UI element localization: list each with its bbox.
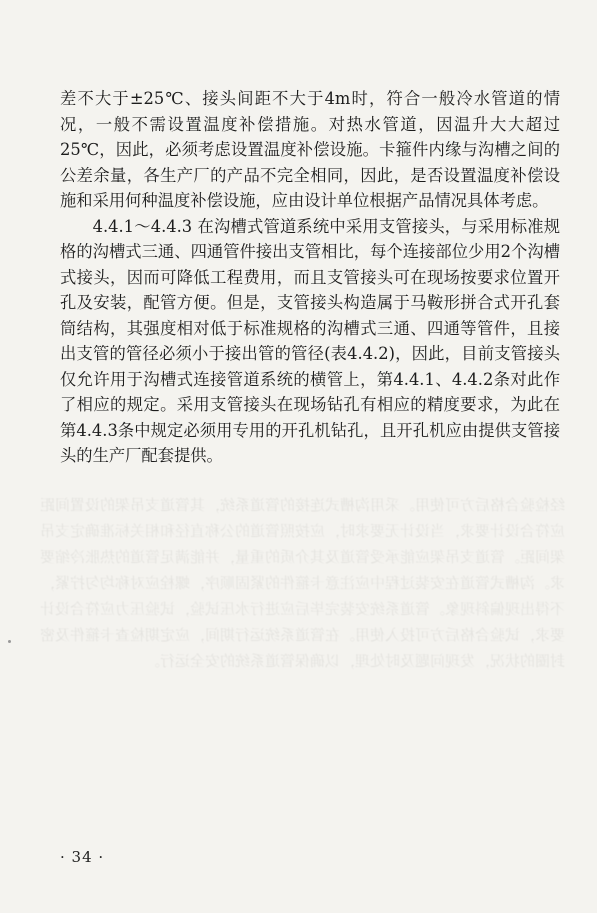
paragraph-branch-joint: 4.4.1～4.4.3 在沟槽式管道系统中采用支管接头，与采用标准规格的沟槽式三通、四通管件接出支管相比，每个连接部位少用2个沟槽式接头，因而可降低工程费用，而且支管接头可在现场按要求位置开孔及安装，配管方便。但是，支管接头构造属于马鞍形拼合式开孔套筒结构，其强度相对低于标准规格的沟槽式三通、四通等管件，且接出支管的管径必须小于接出管的管径(表4.4.2)，因此，目前支管接头仅允许用于沟槽式连接管道系统的横管上，第4.4.1、4.4.2条对此作了相应的规定。采用支管接头在现场钻孔有相应的精度要求，为此在第4.4.3条中规定必须用专用的开孔机钻孔，且开孔机应由提供支管接头的生产厂配套提供。 [60,216,560,465]
body-text [60,86,560,469]
scan-speck [8,640,11,643]
show-through-text: 经检验合格后方可使用。采用沟槽式连接的管道系统，其管道支吊架的设置间距应符合设计要求，当设计无要求时，应按照管道的公称直径和相关标准确定支吊架间距。管道支吊架应能承受管道及其介质的重量，并能满足管道的热胀冷缩要求。沟槽式管道在安装过程中应注意卡箍件的紧固顺序，螺栓应对称均匀拧紧，不得出现偏斜现象。管道系统安装完毕后应进行水压试验，试验压力应符合设计要求，试验合格后方可投入使用。在管道系统运行期间，应定期检查卡箍件及密封圈的状况，发现问题及时处理，以确保管道系统的安全运行。 [40,496,565,670]
page-number: · 34 · [60,848,105,866]
paragraph-temperature-compensation: 差不大于±25℃、接头间距不大于4m时，符合一般冷水管道的情况，一般不需设置温度补偿措施。对热水管道，因温升大大超过25℃，因此，必须考虑设置温度补偿设施。卡箍件内缘与沟槽之间的公差余量，各生产厂的产品不完全相同，因此，是否设置温度补偿设施和采用何种温度补偿设施，应由设计单位根据产品情况具体考虑。 [60,89,560,210]
